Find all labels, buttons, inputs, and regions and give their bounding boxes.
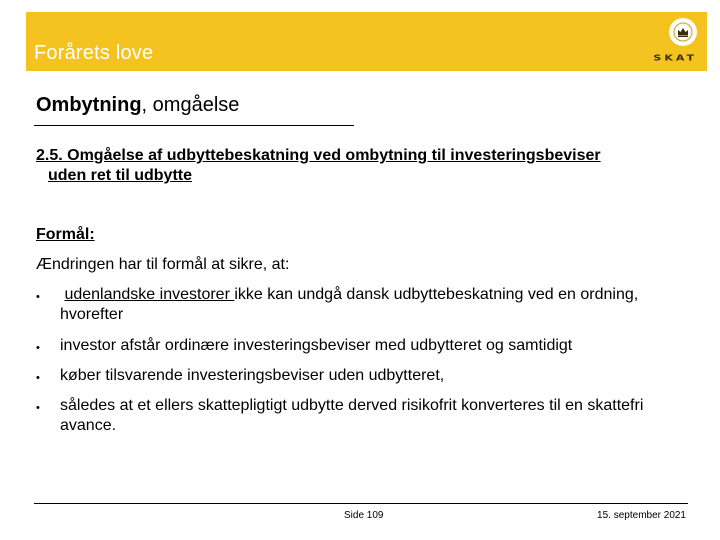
bullet-text: ikke kan undgå dansk udbyttebeskatning ved en ordning, hvorefter — [60, 286, 639, 323]
bullet-text: således at et ellers skattepligtigt udbytte derved risikofrit konverteres til en skattefri avance. — [60, 397, 644, 434]
heading-rest: , omgåelse — [141, 94, 240, 116]
section-title — [36, 146, 696, 186]
bullet-underlined: udenlandske investorer — [64, 286, 235, 303]
bullet-text: investor afstår ordinære investeringsbeviser med udbytteret og samtidigt — [60, 337, 573, 354]
section-title-line2: uden ret til udbytte — [48, 167, 192, 184]
list-item — [36, 336, 676, 356]
bullet-text: køber tilsvarende investeringsbeviser uden udbytteret, — [60, 367, 445, 384]
list-item — [36, 366, 676, 386]
section-title-line1: 2.5. Omgåelse af udbyttebeskatning ved ombytning til investeringsbeviser — [36, 147, 601, 164]
crown-icon — [669, 18, 697, 46]
list-item — [36, 285, 676, 325]
bullet-dot: • — [36, 372, 40, 384]
intro-text: Ændringen har til formål at sikre, at: — [36, 256, 290, 273]
list-item — [36, 396, 676, 436]
title-banner — [26, 12, 707, 71]
page-number: Side 109 — [344, 510, 384, 521]
purpose-label: Formål: — [36, 226, 95, 243]
heading-rule — [34, 125, 354, 126]
slide-heading — [36, 94, 239, 117]
bullet-dot: • — [36, 402, 40, 414]
skat-logo: SKAT — [653, 53, 697, 63]
banner-title: Forårets love — [34, 42, 154, 64]
footer-date: 15. september 2021 — [597, 510, 686, 521]
bullet-dot: • — [36, 342, 40, 354]
footer-rule — [34, 503, 688, 504]
heading-bold: Ombytning — [36, 94, 142, 116]
bullet-dot: • — [36, 291, 40, 303]
